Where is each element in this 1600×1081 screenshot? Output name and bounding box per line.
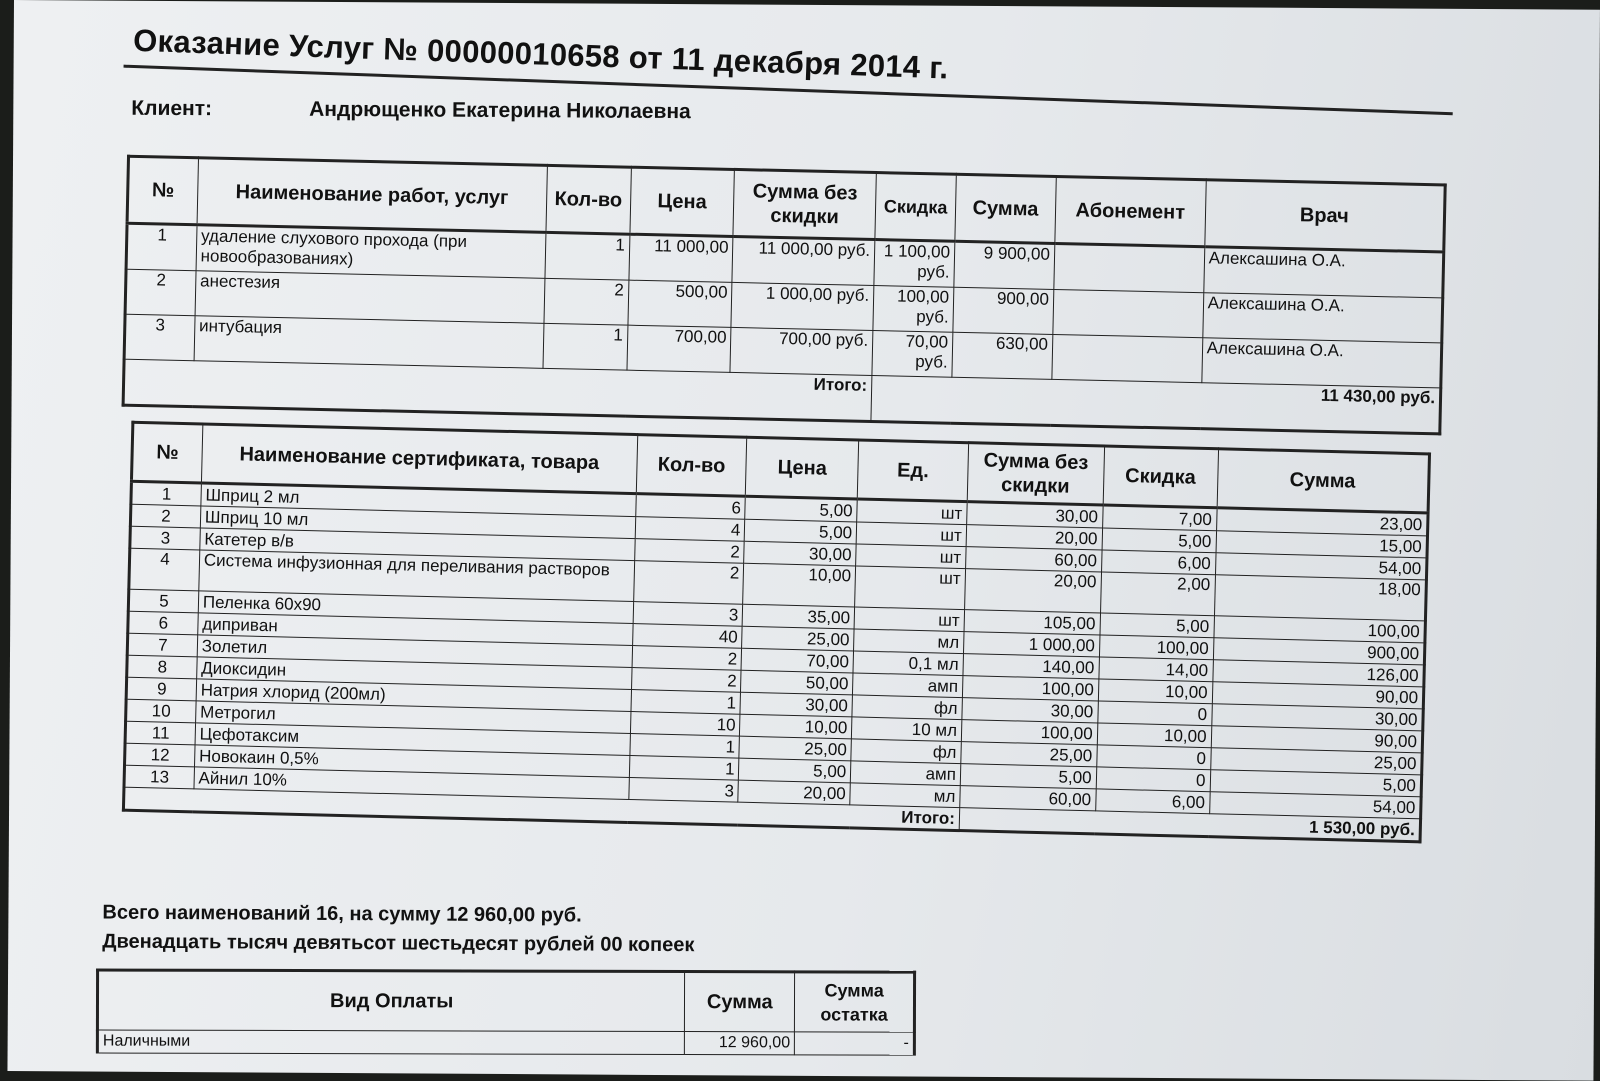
cell-sum-no-disc: 25,00 <box>961 742 1097 767</box>
cell-no: 13 <box>124 765 194 789</box>
cell-price: 30,00 <box>744 541 856 566</box>
summary <box>102 899 694 961</box>
total-label: Итого: <box>123 787 959 830</box>
cell-sum: 30,00 <box>1211 704 1423 731</box>
cell-sum-no-disc: 60,00 <box>965 547 1101 572</box>
cell-sum-no-disc: 20,00 <box>966 525 1102 550</box>
col-header: Кол-во <box>636 435 747 497</box>
cell-sum-no-disc: 100,00 <box>961 720 1097 745</box>
cell-discount: 5,00 <box>1102 528 1216 553</box>
cell-sum: 100,00 <box>1213 616 1425 643</box>
cell-qty: 6 <box>635 494 745 520</box>
services-table <box>122 155 1447 436</box>
cell-price: 500,00 <box>628 280 733 327</box>
cell-discount: 100,00 <box>1099 635 1213 660</box>
cell-no: 1 <box>131 481 201 506</box>
cell-sum: 54,00 <box>1215 553 1427 580</box>
col-header: Ед. <box>857 440 968 502</box>
cell-sum-no-disc: 11 000,00 руб. <box>732 236 875 285</box>
cell-name: удаление слухового прохода (при новообразованиях) <box>196 225 546 279</box>
cell-unit: шт <box>856 544 966 569</box>
cell-discount: 5,00 <box>1100 613 1214 638</box>
cell-qty: 3 <box>633 602 743 627</box>
cell-name: Шприц 10 мл <box>200 506 635 539</box>
cell-sum-no-disc: 5,00 <box>960 764 1096 789</box>
cell-discount: 0 <box>1096 767 1210 792</box>
cell-discount: 0 <box>1097 701 1211 726</box>
cell-price: 25,00 <box>742 626 854 651</box>
cell-no: 6 <box>128 611 198 635</box>
cell-discount: 70,00 руб. <box>872 331 953 378</box>
cell-name: Пеленка 60х90 <box>198 591 633 624</box>
col-header: Сумма <box>1217 449 1430 513</box>
cell-name: Цефотаксим <box>195 723 630 756</box>
table-row <box>97 1030 914 1055</box>
total-label: Итого: <box>123 359 872 421</box>
payment-table <box>96 969 916 1056</box>
document-paper <box>7 0 1600 1081</box>
cell-sum: 15,00 <box>1216 531 1428 558</box>
cell-no: 9 <box>126 677 196 701</box>
cell-no: 10 <box>126 699 196 723</box>
summary-total-line: Всего наименований 16, на сумму 12 960,00 руб. <box>102 901 582 927</box>
cell-name: Катетер в/в <box>200 528 635 561</box>
cell-qty: 3 <box>629 777 739 802</box>
cell-doctor: Алексашина О.А. <box>1203 247 1443 298</box>
cell-qty: 2 <box>634 539 744 564</box>
cell-no: 11 <box>125 721 195 745</box>
cell-unit: шт <box>854 607 964 632</box>
cell-no: 3 <box>130 526 200 550</box>
cell-unit: фл <box>852 695 962 720</box>
total-value: 11 430,00 руб. <box>871 375 1441 433</box>
cell-discount: 100,00 руб. <box>873 286 954 333</box>
client-line <box>131 97 691 124</box>
cell-discount: 6,00 <box>1095 789 1209 814</box>
cell-price: 70,00 <box>741 648 853 673</box>
cell-qty: 1 <box>631 690 741 715</box>
cell-doctor: Алексашина О.А. <box>1202 293 1442 343</box>
col-header: Абонемент <box>1055 176 1206 246</box>
cell-qty: 10 <box>630 712 740 737</box>
cell-qty: 2 <box>632 646 742 671</box>
client-name: Андрющенко Екатерина Николаевна <box>309 97 691 124</box>
cell-remainder: - <box>795 1032 915 1055</box>
cell-no: 7 <box>127 633 197 657</box>
cell-unit: фл <box>851 739 961 764</box>
col-header: Наименование работ, услуг <box>197 158 547 233</box>
cell-unit: 10 мл <box>852 717 962 742</box>
cell-unit: амп <box>853 673 963 698</box>
col-header: Кол-во <box>546 165 631 234</box>
cell-name: интубация <box>194 316 544 369</box>
col-header: Скидка <box>875 173 956 242</box>
col-header: Сумма без скидки <box>733 169 876 239</box>
cell-subscription <box>1054 243 1205 292</box>
cell-discount: 10,00 <box>1098 679 1212 704</box>
cell-sum-no-disc: 30,00 <box>967 502 1103 528</box>
col-header: Сумма <box>685 972 795 1032</box>
cell-price: 5,00 <box>739 758 851 783</box>
cell-sum: 900,00 <box>953 287 1054 334</box>
summary-words-line: Двенадцать тысяч девятьсот шестьдесят рублей 00 копеек <box>102 930 695 957</box>
cell-sum: 630,00 <box>952 332 1053 379</box>
cell-no: 3 <box>124 314 195 361</box>
cell-unit: амп <box>851 761 961 786</box>
cell-sum-no-disc: 100,00 <box>962 676 1098 701</box>
cell-sum: 12 960,00 <box>685 1032 795 1055</box>
goods-table <box>122 421 1431 844</box>
cell-price: 10,00 <box>743 563 856 607</box>
cell-sum: 126,00 <box>1212 660 1424 687</box>
cell-name: Система инфузионная для переливания растворов <box>199 550 635 602</box>
cell-unit: шт <box>855 566 966 610</box>
cell-unit: 0,1 мл <box>853 651 963 676</box>
cell-sum: 900,00 <box>1213 638 1425 665</box>
cell-price: 5,00 <box>745 519 857 544</box>
total-value: 1 530,00 руб. <box>959 808 1421 842</box>
cell-price: 10,00 <box>740 714 852 739</box>
document-title: Оказание Услуг № 00000010658 от 11 декабря 2014 г. <box>132 22 949 86</box>
cell-qty: 2 <box>631 668 741 693</box>
cell-sum: 54,00 <box>1209 792 1421 819</box>
cell-unit: мл <box>854 629 964 654</box>
cell-sum-no-disc: 30,00 <box>962 698 1098 723</box>
cell-price: 50,00 <box>741 670 853 695</box>
cell-sum: 5,00 <box>1210 770 1422 797</box>
cell-qty: 2 <box>544 278 629 325</box>
cell-discount: 10,00 <box>1097 723 1211 748</box>
cell-sum-no-disc: 1 000,00 <box>963 632 1099 657</box>
col-header: № <box>131 422 202 483</box>
col-header: Сумма остатка <box>795 972 915 1032</box>
cell-name: Айнил 10% <box>194 767 629 800</box>
cell-no: 5 <box>128 589 198 613</box>
payment-header-row <box>97 970 914 1032</box>
cell-name: Метрогил <box>195 701 630 734</box>
cell-qty: 1 <box>543 323 628 370</box>
cell-no: 2 <box>130 504 200 528</box>
cell-price: 30,00 <box>740 692 852 717</box>
cell-no: 8 <box>127 655 197 679</box>
cell-price: 20,00 <box>738 780 850 805</box>
cell-no: 12 <box>125 743 195 767</box>
cell-price: 11 000,00 <box>629 234 734 282</box>
cell-sum: 23,00 <box>1216 508 1428 536</box>
cell-discount: 7,00 <box>1102 505 1216 531</box>
cell-sum-no-disc: 140,00 <box>963 654 1099 679</box>
cell-discount: 0 <box>1096 745 1210 770</box>
cell-qty: 40 <box>632 624 742 649</box>
cell-subscription <box>1052 334 1203 382</box>
cell-subscription <box>1053 289 1204 337</box>
cell-payment-type: Наличными <box>97 1030 684 1055</box>
col-header: Цена <box>630 167 735 236</box>
cell-unit: шт <box>856 522 966 547</box>
cell-discount: 6,00 <box>1101 550 1215 575</box>
col-header: Вид Оплаты <box>97 970 685 1032</box>
cell-price: 25,00 <box>739 736 851 761</box>
cell-sum: 18,00 <box>1214 575 1426 621</box>
cell-sum-no-disc: 60,00 <box>960 786 1096 811</box>
cell-sum: 90,00 <box>1211 726 1423 753</box>
cell-sum-no-disc: 700,00 руб. <box>730 327 873 375</box>
cell-name: Золетил <box>197 635 632 668</box>
cell-no: 2 <box>125 269 196 316</box>
cell-qty: 1 <box>629 755 739 780</box>
cell-name: Новокаин 0,5% <box>194 745 629 778</box>
col-header: № <box>127 156 198 225</box>
cell-sum-no-disc: 20,00 <box>964 569 1101 613</box>
cell-sum-no-disc: 1 000,00 руб. <box>731 282 874 330</box>
cell-qty: 4 <box>635 517 745 542</box>
cell-no: 1 <box>126 223 197 271</box>
cell-discount: 2,00 <box>1100 572 1215 616</box>
cell-sum: 25,00 <box>1210 748 1422 775</box>
cell-price: 5,00 <box>745 496 857 522</box>
cell-name: Диоксидин <box>196 657 631 690</box>
cell-qty: 2 <box>633 561 744 605</box>
cell-sum: 9 900,00 <box>954 241 1055 289</box>
cell-name: Натрия хлорид (200мл) <box>196 679 631 712</box>
cell-price: 35,00 <box>743 604 855 629</box>
cell-no: 4 <box>129 548 200 591</box>
client-label: Клиент: <box>131 96 213 121</box>
col-header: Врач <box>1204 180 1445 252</box>
cell-qty: 1 <box>545 232 630 280</box>
cell-discount: 1 100,00 руб. <box>874 240 955 288</box>
cell-name: анестезия <box>195 271 545 324</box>
cell-discount: 14,00 <box>1099 657 1213 682</box>
col-header: Сумма без скидки <box>967 443 1104 505</box>
col-header: Цена <box>746 437 859 499</box>
cell-name: дипривaн <box>198 613 633 646</box>
cell-doctor: Алексашина О.А. <box>1201 338 1441 388</box>
col-header: Наименование сертификата, товара <box>201 424 637 494</box>
cell-qty: 1 <box>630 734 740 759</box>
cell-unit: мл <box>850 783 960 808</box>
cell-unit: шт <box>857 499 967 525</box>
cell-sum-no-disc: 105,00 <box>964 610 1100 635</box>
cell-sum: 90,00 <box>1212 682 1424 709</box>
cell-price: 700,00 <box>627 325 732 372</box>
col-header: Скидка <box>1103 446 1218 508</box>
cell-name: Шприц 2 мл <box>201 483 636 517</box>
col-header: Сумма <box>955 174 1056 243</box>
